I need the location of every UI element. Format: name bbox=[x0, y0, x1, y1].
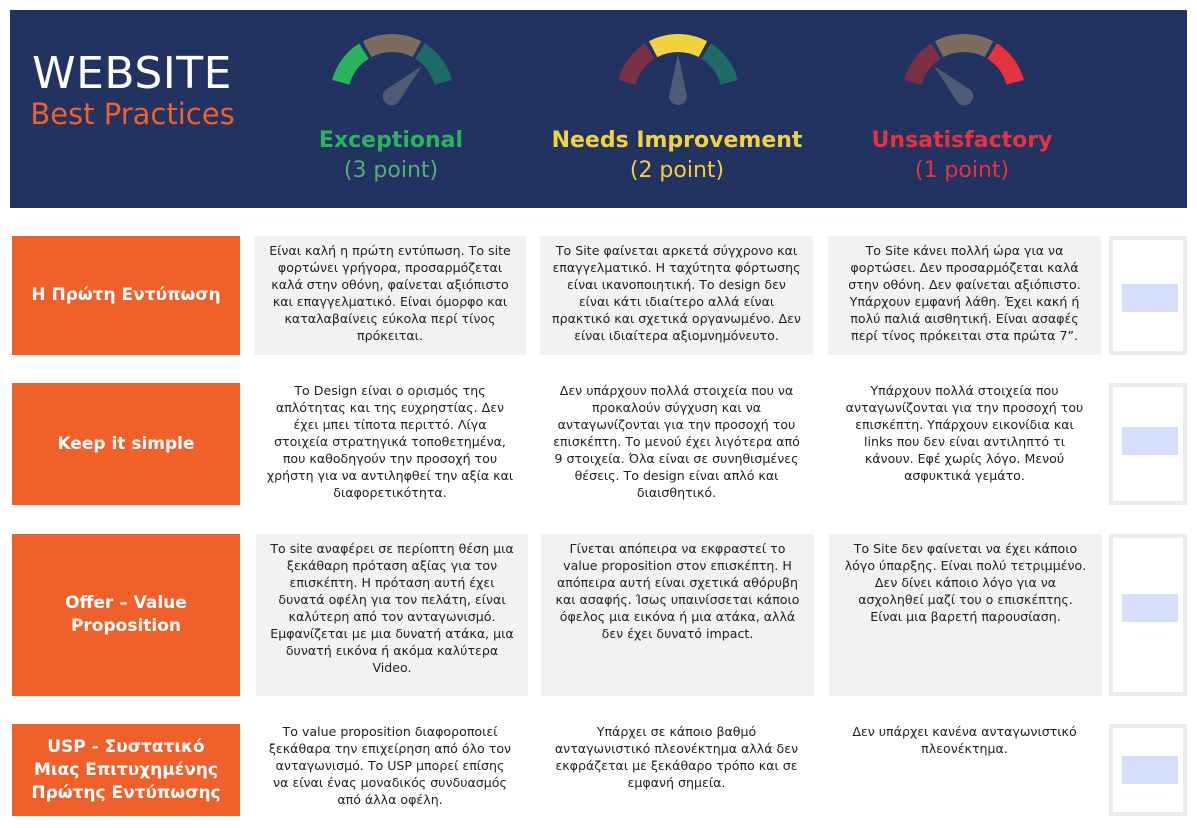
rating-title-needs-improvement: Needs Improvement bbox=[551, 128, 803, 153]
gauge-needle bbox=[934, 66, 973, 105]
row3-cell-unsatisfactory: Το Site δεν φαίνεται να έχει κάποιο λόγο ύπαρξης. Είναι πολύ τετριμμένο. Δεν δίνει κάποιο λόγο για να ασχοληθεί μαζί του ο επισκέπτης. Είναι μια βαρετή παρουσίαση. bbox=[829, 534, 1102, 696]
row1-score-box bbox=[1109, 236, 1187, 355]
gauge-seg-right bbox=[415, 43, 452, 84]
rating-title-exceptional: Exceptional bbox=[318, 128, 464, 153]
gauge-seg-middle bbox=[649, 34, 707, 57]
row4-score-box bbox=[1109, 724, 1187, 816]
gauge-needs-improvement-icon bbox=[608, 26, 748, 110]
row2-cell-exceptional: Το Design είναι ο ορισμός της απλότητας και της ευχρηστίας. Δεν έχει μπει τίποτα περιττό. Λίγα στοιχεία στρατηγικά τοποθετημένα, που καθοδηγούν την προσοχή του χρήστη για να αντιληφθεί την αξία και διαφορετικότητα. bbox=[266, 383, 514, 500]
gauge-needle bbox=[383, 66, 422, 105]
gauge-seg-left bbox=[618, 43, 655, 84]
gauge-seg-middle bbox=[935, 34, 993, 57]
gauge-seg-left bbox=[904, 43, 941, 84]
row4-cell-unsatisfactory: Δεν υπάρχει κανένα ανταγωνιστικό πλεονέκτημα. bbox=[852, 724, 1077, 756]
brand-title: WEBSITE bbox=[32, 48, 232, 99]
gauge-exceptional-icon bbox=[322, 26, 462, 110]
row3-cell-exceptional: Το site αναφέρει σε περίοπτη θέση μια ξεκάθαρη πρόταση αξίας για τον επισκέπτη. Η πρόταση αυτή έχει δυνατά οφέλη για τον πελάτη, είναι καλύτερη από τον ανταγωνισμό. Εμφανίζεται με μια δυνατή ατάκα, μια δυνατή εικόνα ή ακόμα καλύτερα Video. bbox=[256, 534, 528, 696]
row3-score-input[interactable] bbox=[1122, 594, 1178, 622]
row4-score-input[interactable] bbox=[1122, 756, 1178, 784]
row4-cell-exceptional: Το value proposition διαφοροποιεί ξεκάθαρα την επιχείρηση από όλο τον ανταγωνισμό. Το USP μπορεί επίσης να είναι ένας μοναδικός συνδυασμός από άλλα οφέλη. bbox=[268, 724, 512, 807]
row3-score-box bbox=[1109, 534, 1187, 696]
row2-score-input[interactable] bbox=[1122, 427, 1178, 455]
row2-cell-unsatisfactory: Υπάρχουν πολλά στοιχεία που ανταγωνίζονται για την προσοχή του επισκέπτη. Υπάρχουν εικονίδια και links που δεν είναι αντιληπτό τι κάνουν. Εφέ χωρίς λόγο. Μενού ασφυκτικά γεμάτο. bbox=[845, 383, 1084, 483]
gauge-seg-right bbox=[987, 43, 1024, 84]
rating-points-exceptional: (3 point) bbox=[343, 158, 439, 183]
row1-score-input[interactable] bbox=[1122, 284, 1178, 312]
rating-title-unsatisfactory: Unsatisfactory bbox=[871, 128, 1053, 153]
gauge-seg-middle bbox=[363, 34, 421, 57]
gauge-seg-left bbox=[332, 43, 369, 84]
rating-points-unsatisfactory: (1 point) bbox=[914, 158, 1010, 183]
row3-cell-needs-improvement: Γίνεται απόπειρα να εκφραστεί το value proposition στον επισκέπτη. Η απόπειρα αυτή είναι σχετικά αθόρυβη και ασαφής. Ίσως υπαινίσσεται κάποιο όφελος μια εικόνα ή μια ατάκα, αλλά δεν έχει δυνατό impact. bbox=[541, 534, 814, 696]
row-label-value-proposition: Offer – Value Proposition bbox=[12, 534, 240, 696]
brand-subtitle: Best Practices bbox=[30, 97, 235, 131]
gauge-seg-right bbox=[701, 43, 738, 84]
row1-cell-exceptional: Είναι καλή η πρώτη εντύπωση. Το site φορτώνει γρήγορα, προσαρμόζεται καλά στην οθόνη, φαίνεται αξιόπιστο και επαγγελματικό. Είναι όμορφο και καταλαβαίνεις εύκολα περί τίνος πρόκειται. bbox=[254, 236, 526, 355]
row-label-keep-it-simple: Keep it simple bbox=[12, 383, 240, 505]
row-label-first-impression: Η Πρώτη Εντύπωση bbox=[12, 236, 240, 355]
rating-points-needs-improvement: (2 point) bbox=[629, 158, 725, 183]
row1-cell-needs-improvement: Το Site φαίνεται αρκετά σύγχρονο και επαγγελματικό. Η ταχύτητα φόρτωσης είναι ικανοποιητική. Το design δεν είναι κάτι ιδιαίτερο αλλά είναι πρακτικό και σχετικά οργανωμένο. Δεν είναι ιδιαίτερα αξιομνημόνευτο. bbox=[540, 236, 813, 355]
row1-cell-unsatisfactory: Το Site κάνει πολλή ώρα για να φορτώσει. Δεν προσαρμόζεται καλά στην οθόνη. Δεν φαίνεται αξιόπιστο. Υπάρχουν εμφανή λάθη. Έχει κακή ή πολύ παλιά αισθητική. Είναι ασαφές περί τίνος πρόκειται στα πρώτα 7”. bbox=[828, 236, 1101, 355]
row2-score-box bbox=[1109, 383, 1187, 505]
row4-cell-needs-improvement: Υπάρχει σε κάποιο βαθμό ανταγωνιστικό πλεονέκτημα αλλά δεν εκφράζεται με ξεκάθαρο τρόπο και σε εμφανή σημεία. bbox=[554, 724, 799, 790]
gauge-unsatisfactory-icon bbox=[894, 26, 1034, 110]
row2-cell-needs-improvement: Δεν υπάρχουν πολλά στοιχεία που να προκαλούν σύγχυση και να ανταγωνίζονται για την προσοχή του επισκέπτη. Το μενού έχει λιγότερα από 9 στοιχεία. Όλα είναι σε συνηθισμένες θέσεις. Το design είναι απλό και διαισθητικό. bbox=[553, 383, 800, 500]
row-label-usp: USP - Συστατικό Μιας Επιτυχημένης Πρώτης Εντύπωσης bbox=[12, 724, 240, 816]
gauge-needle bbox=[669, 54, 687, 105]
